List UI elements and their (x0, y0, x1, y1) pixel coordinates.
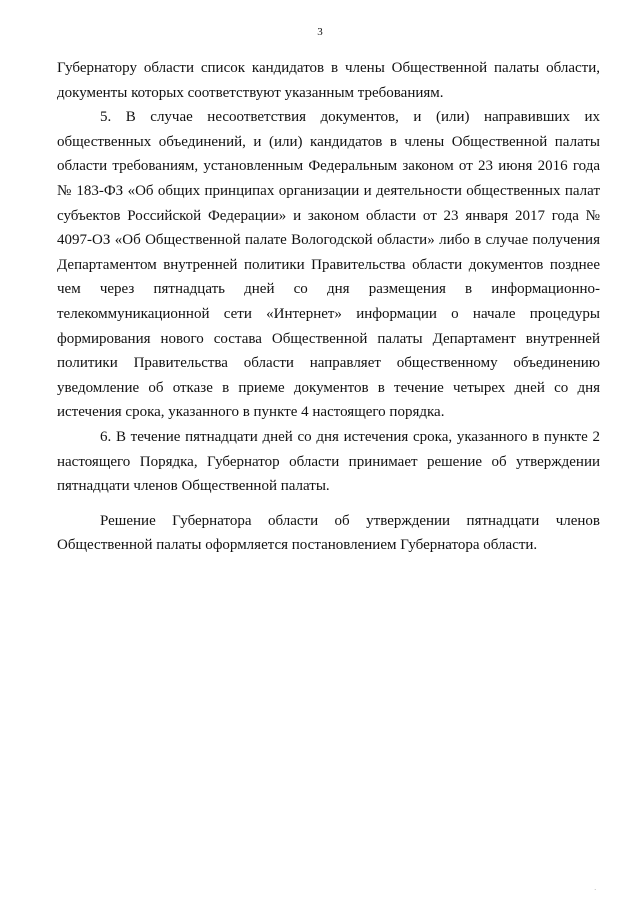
text-line: Губернатору области список кандидатов в члены Общественной палаты области, (57, 60, 600, 76)
paragraph-decision (57, 509, 600, 558)
text-line: чем через пятнадцать дней со дня размещения в информационно- (57, 281, 600, 298)
text-line: № 183-ФЗ «Об общих принципах организации и деятельности общественных палат (57, 182, 600, 199)
text-line: Департаментом внутренней политики Правительства области документов позднее (57, 256, 600, 273)
text-line: 4097-ОЗ «Об Общественной палате Вологодской области» либо в случае получения (57, 232, 600, 249)
text-line: формирования нового состава Общественной палаты Департамент внутренней (57, 330, 600, 347)
text-line: 6. В течение пятнадцати дней со дня истечения срока, указанного в пункте 2 (100, 428, 600, 445)
text-line: документы которых соответствуют указанным требованиям. (57, 84, 444, 101)
text-line: уведомление об отказе в приеме документов в течение четырех дней со дня (57, 379, 600, 396)
document-body (57, 56, 600, 558)
paragraph-6 (57, 425, 600, 499)
paragraph-spacer (57, 499, 600, 509)
paragraph-5 (57, 105, 600, 425)
text-line: общественных объединений, и (или) кандидатов в члены Общественной палаты (57, 133, 600, 150)
text-line: телекоммуникационной сети «Интернет» информации о начале процедуры (57, 305, 600, 322)
text-line: пятнадцати членов Общественной палаты. (57, 478, 330, 495)
text-line: политики Правительства области направляет общественному объединению (57, 355, 600, 372)
text-line: области требованиям, установленным Федеральным законом от 23 июня 2016 года (57, 158, 600, 175)
text-line: 5. В случае несоответствия документов, и (или) направивших их (100, 109, 600, 126)
text-line: истечения срока, указанного в пункте 4 настоящего порядка. (57, 404, 445, 421)
text-line: настоящего Порядка, Губернатор области принимает решение об утверждении (57, 453, 600, 470)
text-line: Общественной палаты оформляется постановлением Губернатора области. (57, 537, 538, 554)
page-number: 3 (317, 26, 323, 38)
paragraph-continuation (57, 56, 600, 105)
text-line: Решение Губернатора области об утверждении пятнадцати членов (100, 512, 600, 529)
scan-mark: · (594, 886, 597, 894)
text-line: субъектов Российской Федерации» и законом области от 23 января 2017 года № (57, 207, 600, 224)
